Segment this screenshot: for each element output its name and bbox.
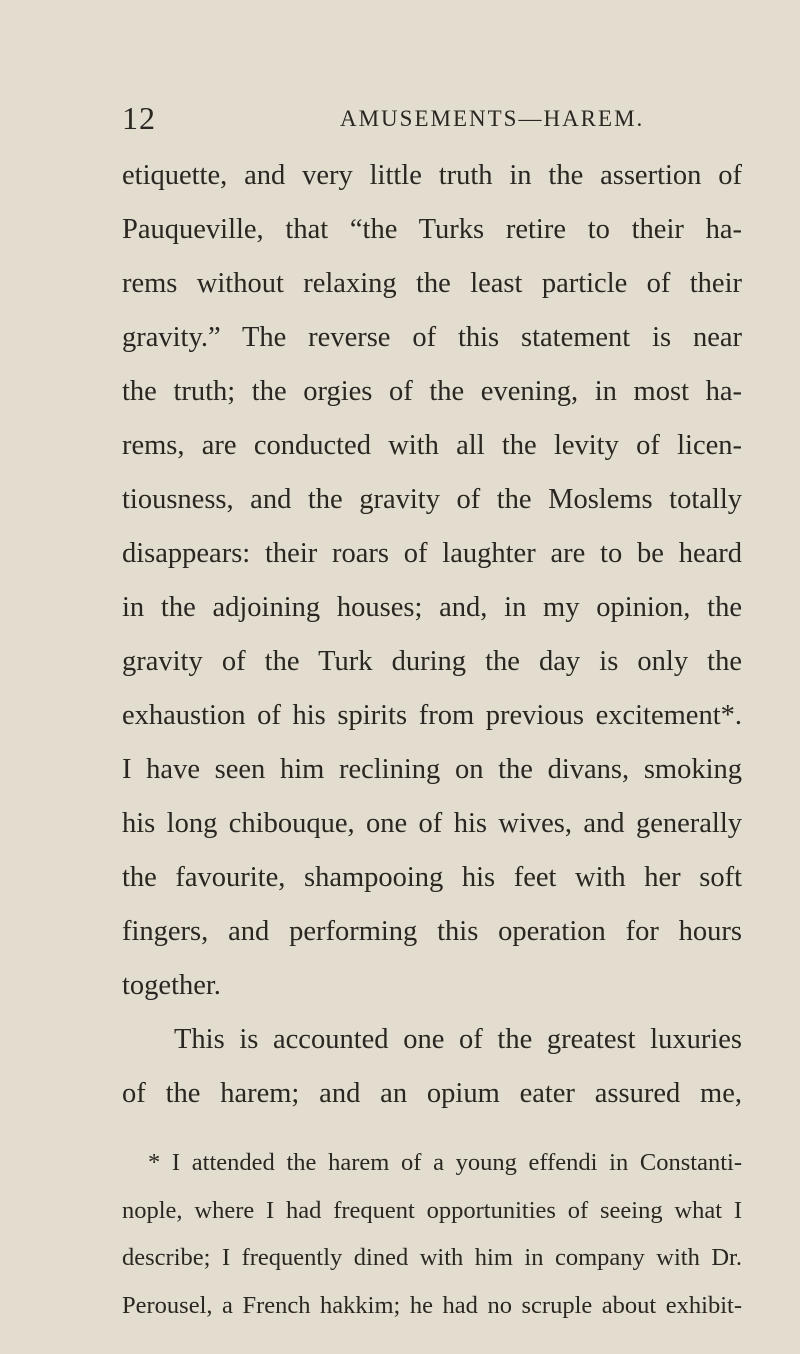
body-line: gravity of the Turk during the day is only the — [122, 646, 742, 677]
body-line: in the adjoining houses; and, in my opinion, the — [122, 592, 742, 623]
footnote-line: Perousel, a French hakkim; he had no scruple about exhibit- — [122, 1292, 742, 1319]
body-line: rems, are conducted with all the levity of licen- — [122, 430, 742, 461]
page-number: 12 — [122, 100, 156, 136]
body-line: exhaustion of his spirits from previous excitement*. — [122, 700, 742, 731]
body-line: disappears: their roars of laughter are to be heard — [122, 538, 742, 569]
footnote-line: describe; I frequently dined with him in company with Dr. — [122, 1244, 742, 1271]
page-header — [122, 100, 742, 150]
footnote-line: * I attended the harem of a young effendi in Constanti- — [148, 1149, 742, 1176]
body-line: rems without relaxing the least particle of their — [122, 268, 742, 299]
footnote-line: nople, where I had frequent opportunities of seeing what I — [122, 1197, 742, 1224]
body-line: together. — [122, 970, 221, 1001]
body-line: Pauqueville, that “the Turks retire to their ha- — [122, 214, 742, 245]
body-line: gravity.” The reverse of this statement is near — [122, 322, 742, 353]
body-line: the truth; the orgies of the evening, in most ha- — [122, 376, 742, 407]
body-line: etiquette, and very little truth in the assertion of — [122, 160, 742, 191]
body-line: the favourite, shampooing his feet with her soft — [122, 862, 742, 893]
running-title: AMUSEMENTS—HAREM. — [340, 106, 645, 131]
body-line: his long chibouque, one of his wives, and generally — [122, 808, 742, 839]
body-line: fingers, and performing this operation for hours — [122, 916, 742, 947]
body-line: of the harem; and an opium eater assured me, — [122, 1078, 742, 1109]
body-line: This is accounted one of the greatest luxuries — [174, 1024, 742, 1055]
body-line: I have seen him reclining on the divans, smoking — [122, 754, 742, 785]
body-line: tiousness, and the gravity of the Moslems totally — [122, 484, 742, 515]
